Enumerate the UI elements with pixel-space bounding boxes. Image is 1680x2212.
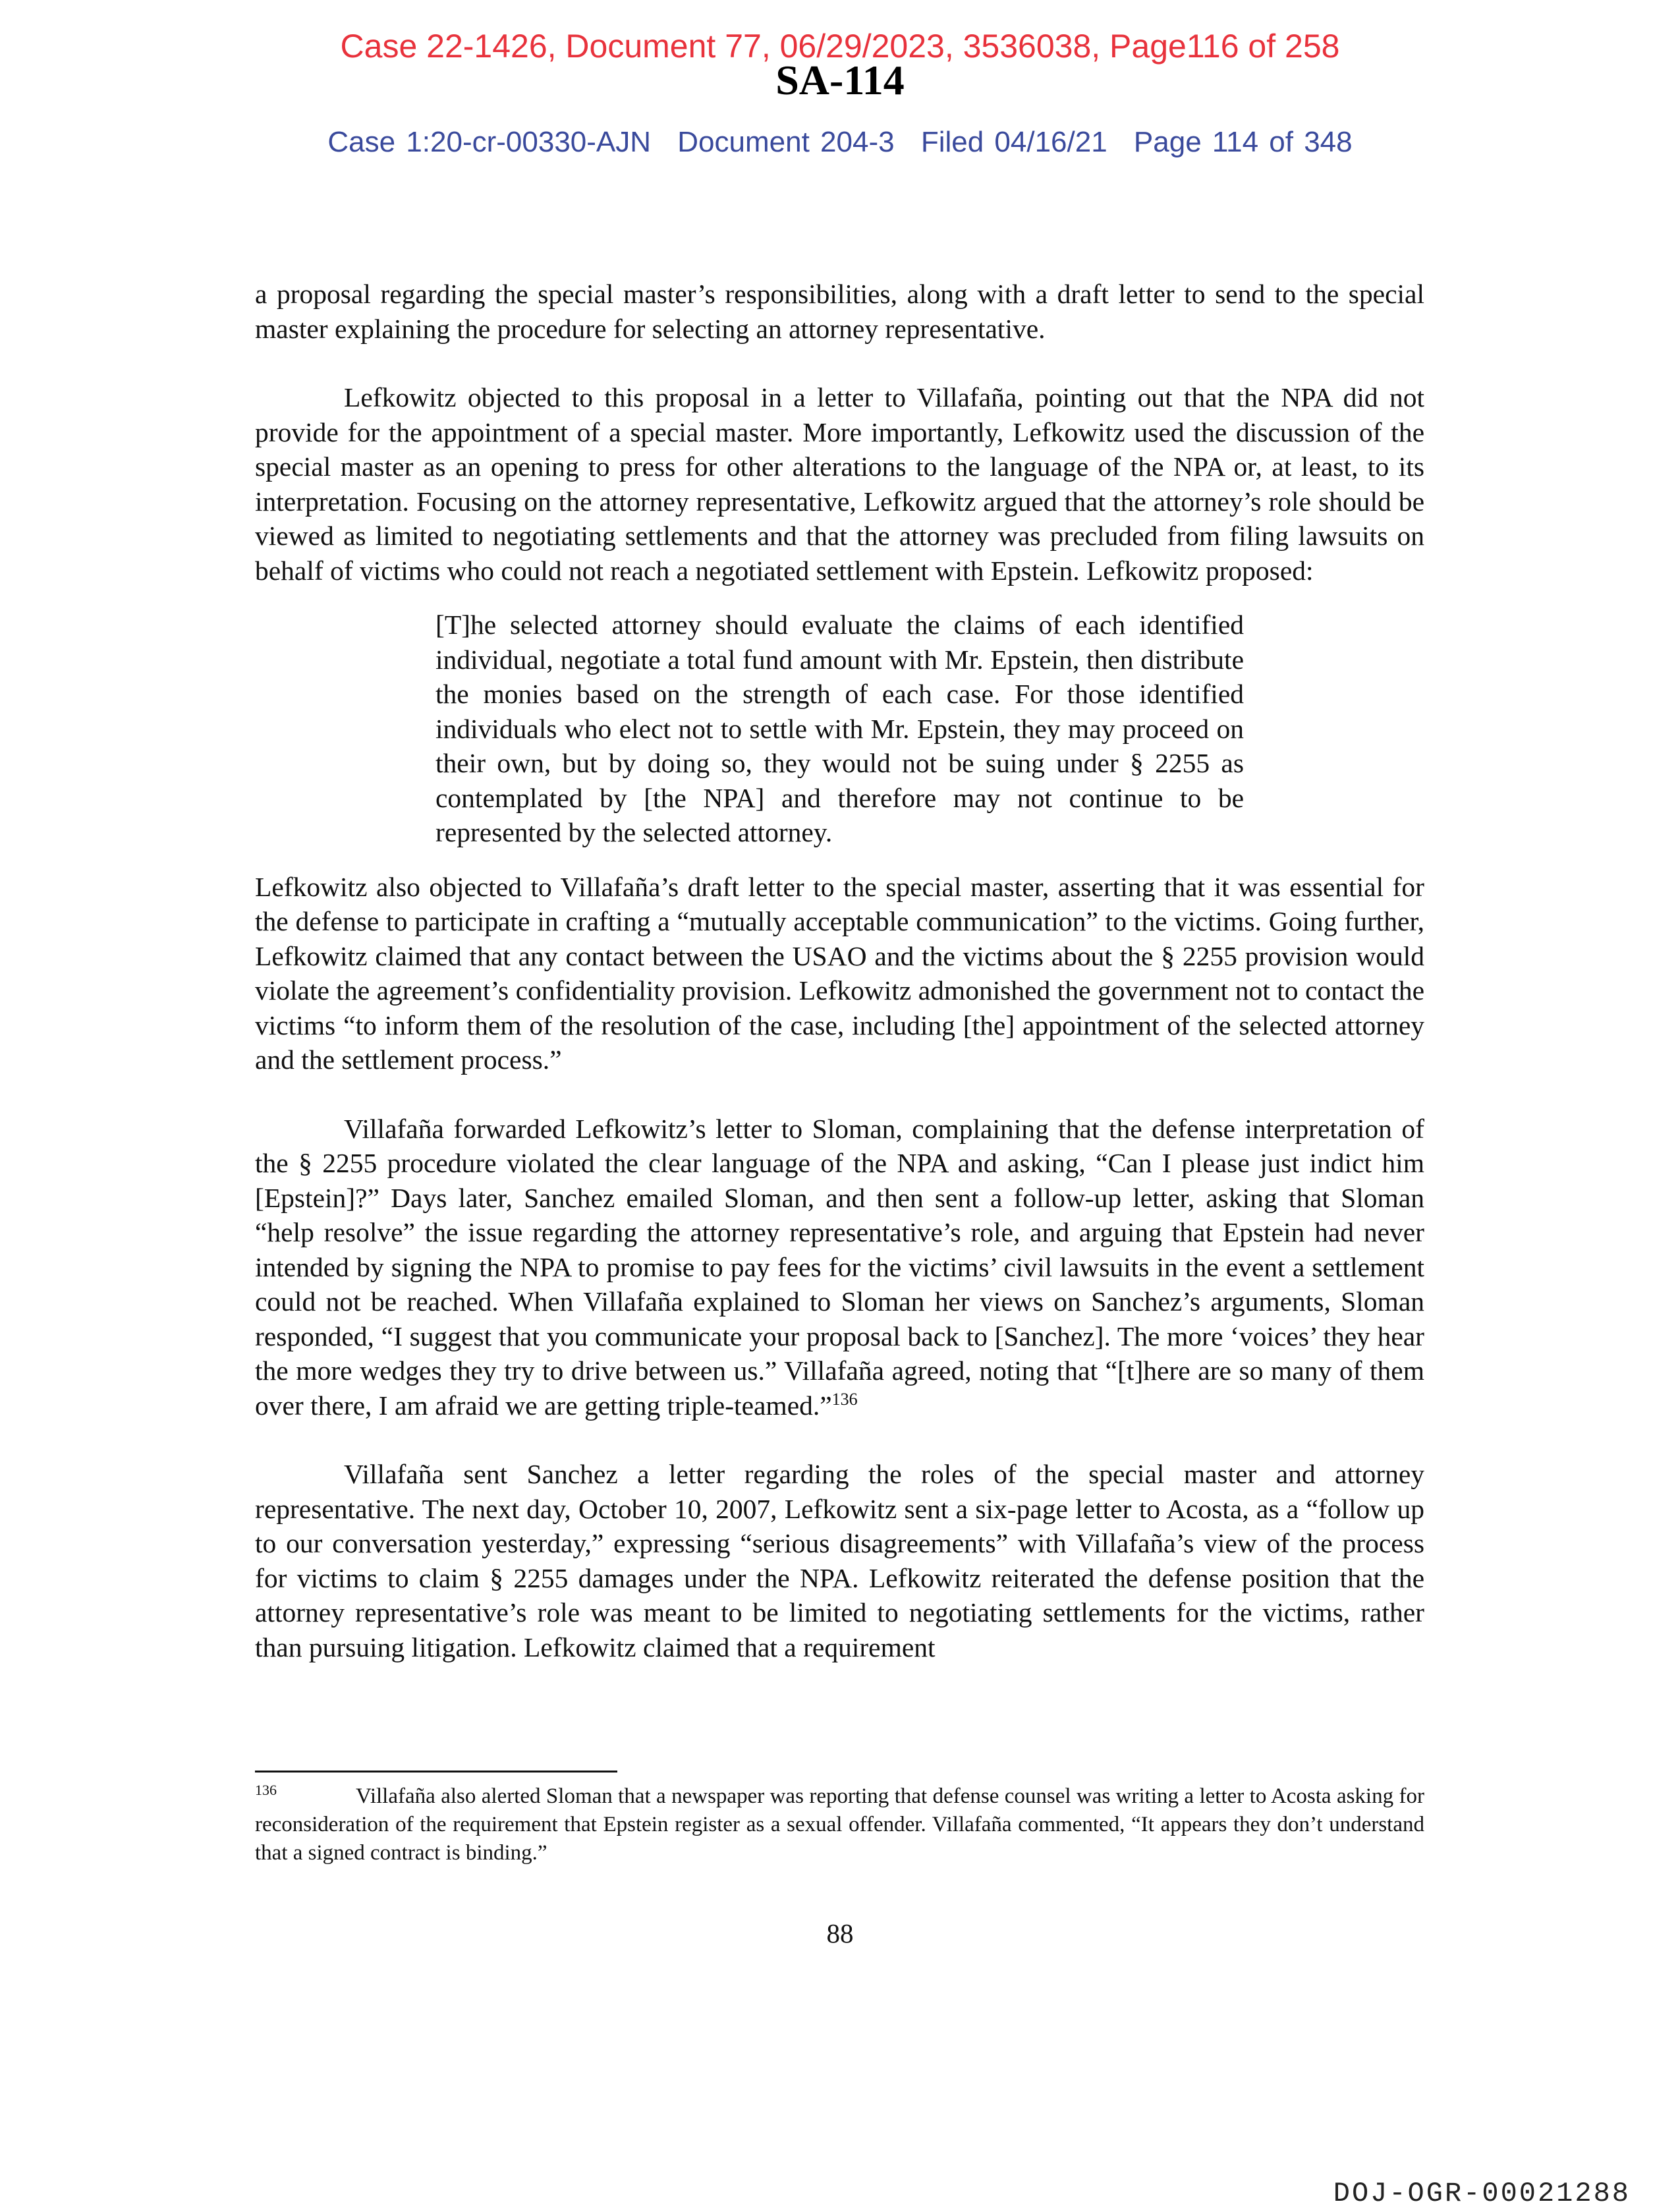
footnote-text: Villafaña also alerted Sloman that a newspaper was reporting that defense counsel was writing a letter to Acosta asking for reconsideration of the requirement that Epstein register as a sexual offender. Villafaña commented, “It appears they don’t understand that a signed contract is binding.” bbox=[255, 1784, 1424, 1865]
body-text bbox=[255, 277, 1424, 1699]
footnote-number: 136 bbox=[255, 1782, 277, 1798]
district-case-number: Case 1:20-cr-00330-AJN bbox=[327, 126, 652, 158]
footnote-reference[interactable]: 136 bbox=[831, 1389, 858, 1409]
paragraph-six-page-letter: Villafaña sent Sanchez a letter regarding the roles of the special master and attorney representative. The next day, October 10, 2007, Lefkowitz sent a six-page letter to Acosta, as a “follow up to our conversation yesterday,” expressing “serious disagreements” with Villafaña’s view of the process for victims to claim § 2255 damages under the NPA. Lefkowitz reiterated the defense position that the attorney representative’s role was meant to be limited to negotiating settlements for the victims, rather than pursuing litigation. Lefkowitz claimed that a requirement bbox=[255, 1459, 1424, 1662]
appellate-case-stamp: Case 22-1426, Document 77, 06/29/2023, 3536038, Page116 of 258 bbox=[340, 28, 1340, 65]
paragraph-draft-letter-objection: Lefkowitz also objected to Villafaña’s draft letter to the special master, asserting that it was essential for the defense to participate in crafting a “mutually acceptable communication” to the victims. Going further, Lefkowitz claimed that any contact between the USAO and the victims about the § 2255 provision would violate the agreement’s confidentiality provision. Lefkowitz admonished the government not to contact the victims “to inform them of the resolution of the case, including [the] appointment of the selected attorney and the settlement process.” bbox=[255, 871, 1424, 1075]
paragraph-forwarded-letter-text: Villafaña forwarded Lefkowitz’s letter to Sloman, complaining that the defense interpretation of the § 2255 procedure violated the clear language of the NPA and asking, “Can I please just indict him [Epstein]?” Days later, Sanchez emailed Sloman, and then sent a follow-up letter, asking that Sloman “help resolve” the issue regarding the attorney representative’s role, and arguing that Epstein had never intended by signing the NPA to promise to pay fees for the victims’ civil lawsuits in the event a settlement could not be reached. When Villafaña explained to Sloman her views on Sanchez’s arguments, Sloman responded, “I suggest that you communicate your proposal back to [Sanchez]. The more ‘voices’ they hear the more wedges they try to drive between us.” Villafaña agreed, noting that “[t]here are so many of them over there, I am afraid we are getting triple-teamed.” bbox=[255, 1113, 1424, 1421]
district-document-number: Document 204-3 bbox=[677, 126, 895, 158]
footnote-136 bbox=[255, 1782, 1424, 1867]
paragraph-forwarded-letter bbox=[255, 1112, 1424, 1423]
district-filed-date: Filed 04/16/21 bbox=[920, 126, 1107, 158]
page-number: 88 bbox=[826, 1918, 854, 1948]
paragraph-continued: a proposal regarding the special master’s responsibilities, along with a draft letter to send to the special master explaining the procedure for selecting an attorney representative. bbox=[255, 279, 1424, 344]
appendix-page-label: SA-114 bbox=[775, 57, 905, 103]
district-page-count: Page 114 of 348 bbox=[1133, 126, 1353, 158]
footnote-divider bbox=[255, 1771, 617, 1772]
block-quote: [T]he selected attorney should evaluate the claims of each identified individual, negotiate a total fund amount with Mr. Epstein, then distribute the monies based on the strength of each case. For those identified individuals who elect not to settle with Mr. Epstein, they may proceed on their own, but by doing so, they would not be suing under § 2255 as contemplated by [the NPA] and therefore may not continue to be represented by the selected attorney. bbox=[435, 610, 1244, 847]
bates-number: DOJ-OGR-00021288 bbox=[1333, 2178, 1631, 2209]
paragraph-lefkowitz-objection: Lefkowitz objected to this proposal in a letter to Villafaña, pointing out that the NPA did not provide for the appointment of a special master. More importantly, Lefkowitz used the discussion of the special master as an opening to press for other alterations to the language of the NPA or, at least, to its interpretation. Focusing on the attorney representative, Lefkowitz argued that the attorney’s role should be viewed as limited to negotiating settlements and that the attorney was precluded from filing lawsuits on behalf of victims who could not reach a negotiated settlement with Epstein. Lefkowitz proposed: bbox=[255, 382, 1424, 586]
district-case-stamp bbox=[0, 124, 1680, 161]
